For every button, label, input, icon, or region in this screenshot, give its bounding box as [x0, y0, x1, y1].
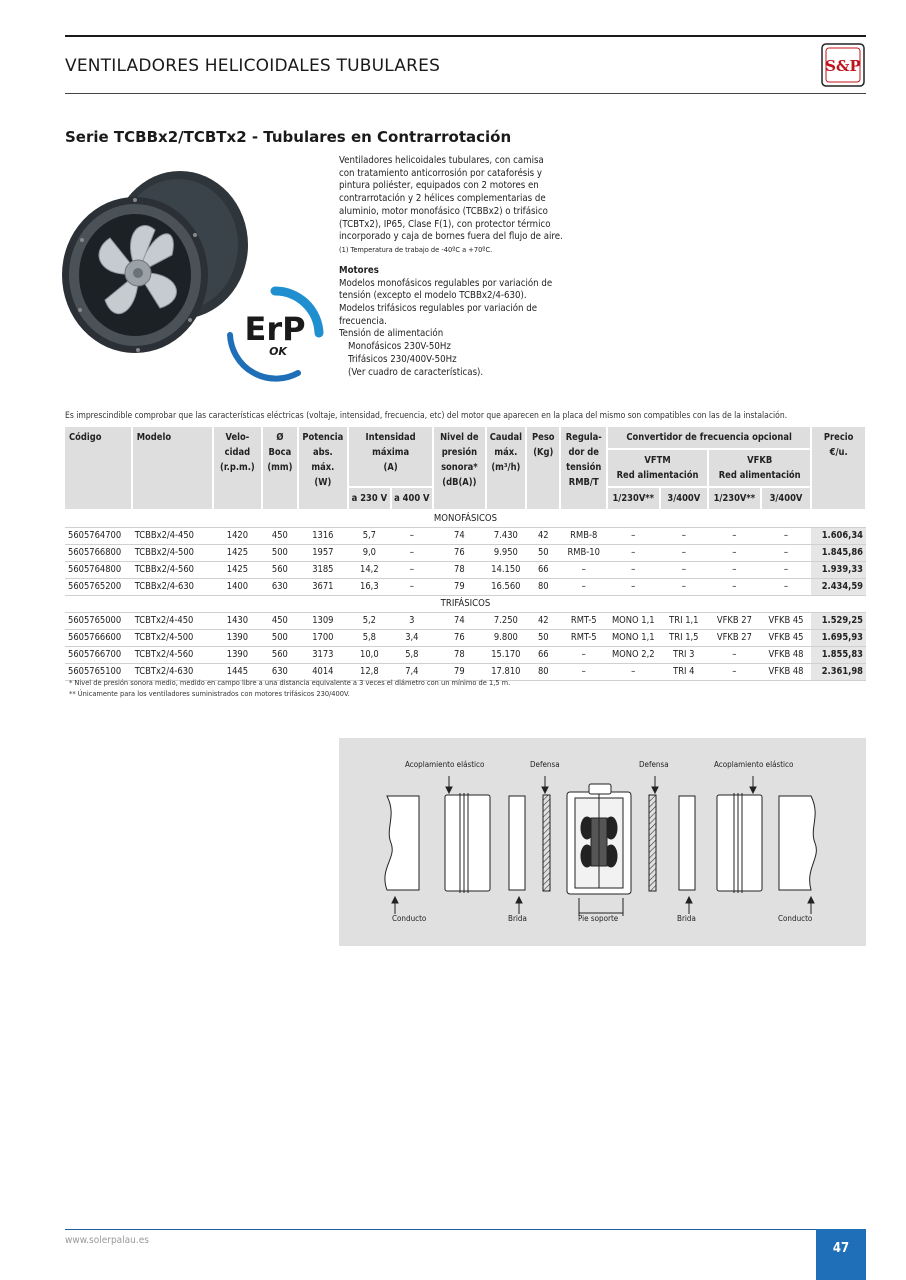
table-row [65, 647, 866, 664]
table-cell: 12,8 [348, 664, 390, 681]
table-cell: RMT-5 [560, 613, 607, 630]
price-cell: 1.845,86 [811, 545, 866, 562]
table-cell: 1390 [213, 647, 263, 664]
table-group-row [65, 510, 866, 528]
table-cell: 14,2 [348, 562, 390, 579]
table-cell: – [560, 664, 607, 681]
table-cell: 74 [433, 528, 486, 545]
price-cell: 1.606,34 [811, 528, 866, 545]
label-brida-right: Brida [677, 914, 696, 923]
table-cell: 7,4 [391, 664, 433, 681]
sp-logo-text: S&P [825, 57, 861, 75]
footer-rule [65, 1229, 866, 1230]
desc-line: pintura poliéster, equipados con 2 motores en [339, 180, 539, 192]
table-cell: 3671 [298, 579, 349, 596]
table-cell: 1957 [298, 545, 349, 562]
table-cell: 5605765200 [65, 579, 132, 596]
table-cell: 76 [433, 545, 486, 562]
erp-badge-main: ErP [244, 310, 306, 348]
col-vfkb: VFKB Red alimentación [708, 449, 811, 487]
table-cell: TRI 3 [660, 647, 709, 664]
price-cell: 1.529,25 [811, 613, 866, 630]
desc-line: contrarrotación y 2 hélices complementarias de [339, 193, 546, 205]
table-cell: TRI 1,1 [660, 613, 709, 630]
tension-line: (Ver cuadro de características). [348, 366, 484, 378]
table-cell: 4014 [298, 664, 349, 681]
table-group-label: TRIFÁSICOS [65, 596, 866, 613]
desc-footnote: (1) Temperatura de trabajo de -40ºC a +70ºC. [339, 244, 493, 254]
table-cell: 9,0 [348, 545, 390, 562]
acoplamiento-right-shape [717, 795, 762, 891]
header-rule [65, 93, 866, 94]
table-cell: TCBBx2/4-560 [132, 562, 213, 579]
table-cell: – [761, 528, 812, 545]
table-cell: 42 [526, 613, 560, 630]
table-cell: 1425 [213, 562, 263, 579]
table-cell: – [761, 545, 812, 562]
table-cell: – [660, 562, 709, 579]
table-cell: MONO 1,1 [607, 613, 660, 630]
table-cell: – [660, 528, 709, 545]
col-nivel: Nivel de presión sonora* (dB(A)) [433, 427, 486, 510]
table-cell: 1445 [213, 664, 263, 681]
table-cell: 74 [433, 613, 486, 630]
col-convertidor: Convertidor de frecuencia opcional [607, 427, 811, 449]
table-cell: – [391, 579, 433, 596]
table-cell: 76 [433, 630, 486, 647]
table-cell: 1390 [213, 630, 263, 647]
table-cell: 560 [262, 647, 297, 664]
table-cell: 5,2 [348, 613, 390, 630]
table-cell: 3 [391, 613, 433, 630]
top-rule [65, 35, 866, 37]
col-velocidad: Velo- cidad (r.p.m.) [213, 427, 263, 510]
table-cell: 50 [526, 630, 560, 647]
price-cell: 1.939,33 [811, 562, 866, 579]
col-peso: Peso (Kg) [526, 427, 560, 510]
price-cell: 2.361,98 [811, 664, 866, 681]
table-cell: – [761, 579, 812, 596]
table-cell: 3185 [298, 562, 349, 579]
table-cell: 80 [526, 579, 560, 596]
table-cell: 1700 [298, 630, 349, 647]
table-cell: 9.950 [486, 545, 526, 562]
table-cell: 15.170 [486, 647, 526, 664]
table-cell: TCBTx2/4-500 [132, 630, 213, 647]
table-cell: TCBBx2/4-450 [132, 528, 213, 545]
table-cell: RMB-10 [560, 545, 607, 562]
product-description [339, 155, 589, 379]
table-row [65, 562, 866, 579]
desc-line: incorporado y caja de bornes fuera del flujo de aire. [339, 231, 563, 243]
table-cell: TRI 4 [660, 664, 709, 681]
table-cell: 16,3 [348, 579, 390, 596]
table-cell: – [708, 647, 761, 664]
table-cell: 80 [526, 664, 560, 681]
table-cell: 9.800 [486, 630, 526, 647]
price-cell: 1.695,93 [811, 630, 866, 647]
motores-line: Modelos monofásicos regulables por variación de [339, 277, 553, 289]
table-cell: – [560, 647, 607, 664]
col-vfkb-3-400: 3/400V [761, 487, 812, 510]
price-cell: 2.434,59 [811, 579, 866, 596]
table-cell: VFKB 27 [708, 613, 761, 630]
table-cell: 3173 [298, 647, 349, 664]
table-cell: – [607, 545, 660, 562]
table-cell: TRI 1,5 [660, 630, 709, 647]
table-cell: – [708, 545, 761, 562]
table-row [65, 630, 866, 647]
table-cell: 5,7 [348, 528, 390, 545]
page-number: 47 [816, 1229, 866, 1280]
table-cell: – [660, 579, 709, 596]
spec-table [65, 427, 867, 681]
col-vfkb-1-230: 1/230V** [708, 487, 761, 510]
footer-url[interactable]: www.solerpalau.es [65, 1235, 149, 1246]
table-cell: – [607, 579, 660, 596]
label-defensa-right: Defensa [639, 760, 669, 769]
col-modelo: Modelo [132, 427, 213, 510]
table-cell: MONO 2,2 [607, 647, 660, 664]
table-cell: TCBTx2/4-450 [132, 613, 213, 630]
table-cell: 500 [262, 545, 297, 562]
tension-line: Trifásicos 230/400V-50Hz [348, 353, 457, 365]
price-cell: 1.855,83 [811, 647, 866, 664]
label-defensa-left: Defensa [530, 760, 560, 769]
tension-line: Monofásicos 230V-50Hz [348, 341, 451, 353]
table-cell: 79 [433, 579, 486, 596]
table-cell: 7.250 [486, 613, 526, 630]
table-cell: 14.150 [486, 562, 526, 579]
table-cell: 3,4 [391, 630, 433, 647]
table-cell: – [708, 562, 761, 579]
table-cell: 1309 [298, 613, 349, 630]
defensa-left-shape [543, 795, 550, 891]
table-cell: – [607, 562, 660, 579]
table-cell: TCBBx2/4-630 [132, 579, 213, 596]
erp-badge [220, 283, 330, 383]
table-cell: 79 [433, 664, 486, 681]
table-cell: 42 [526, 528, 560, 545]
table-cell: 10,0 [348, 647, 390, 664]
table-cell: 78 [433, 562, 486, 579]
col-vftm: VFTM Red alimentación [607, 449, 708, 487]
brida-right-shape [679, 796, 695, 890]
table-cell: – [761, 562, 812, 579]
table-cell: 5605765100 [65, 664, 132, 681]
desc-line: (TCBTx2), IP65, Clase F(1), con protector térmico [339, 218, 551, 230]
table-cell: – [607, 664, 660, 681]
col-boca: Ø Boca (mm) [262, 427, 297, 510]
col-vftm-1-230: 1/230V** [607, 487, 660, 510]
table-cell: MONO 1,1 [607, 630, 660, 647]
table-cell: 5,8 [348, 630, 390, 647]
table-cell: VFKB 27 [708, 630, 761, 647]
table-cell: 560 [262, 562, 297, 579]
page-header-title: VENTILADORES HELICOIDALES TUBULARES [65, 56, 441, 76]
col-caudal: Caudal máx. (m³/h) [486, 427, 526, 510]
motores-title: Motores [339, 264, 379, 276]
table-cell: TCBTx2/4-560 [132, 647, 213, 664]
label-acoplamiento-left: Acoplamiento elástico [405, 760, 485, 769]
table-cell: 5,8 [391, 647, 433, 664]
defensa-right-shape [649, 795, 656, 891]
electrical-note: Es imprescindible comprobar que las características eléctricas (voltaje, intensidad, frecuencia, etc) del motor que aparecen en la placa del mismo son compatibles con las de la instalación. [65, 411, 788, 421]
motores-line: tensión (excepto el modelo TCBBx2/4-630). [339, 290, 527, 302]
table-cell: 1425 [213, 545, 263, 562]
label-acoplamiento-right: Acoplamiento elástico [714, 760, 794, 769]
table-cell: 5605764800 [65, 562, 132, 579]
col-codigo: Código [65, 427, 132, 510]
table-cell: 500 [262, 630, 297, 647]
col-intensidad: Intensidad máxima (A) [348, 427, 433, 487]
table-cell: VFKB 48 [761, 664, 812, 681]
table-cell: 5605764700 [65, 528, 132, 545]
label-conducto-right: Conducto [778, 914, 813, 923]
series-title: Serie TCBBx2/TCBTx2 - Tubulares en Contrarrotación [65, 128, 512, 146]
col-regulador: Regula- dor de tensión RMB/T [560, 427, 607, 510]
table-cell: 5605765000 [65, 613, 132, 630]
table-cell: VFKB 45 [761, 613, 812, 630]
table-cell: – [560, 579, 607, 596]
table-group-row [65, 596, 866, 613]
table-cell: 66 [526, 562, 560, 579]
table-cell: VFKB 45 [761, 630, 812, 647]
table-cell: – [708, 664, 761, 681]
table-cell: TCBTx2/4-630 [132, 664, 213, 681]
desc-line: aluminio, motor monofásico (TCBBx2) o trifásico [339, 205, 548, 217]
table-cell: 5605766700 [65, 647, 132, 664]
table-cell: 450 [262, 528, 297, 545]
table-cell: 78 [433, 647, 486, 664]
table-cell: 450 [262, 613, 297, 630]
motores-line: Tensión de alimentación [339, 328, 444, 340]
table-cell: – [560, 562, 607, 579]
table-cell: 17.810 [486, 664, 526, 681]
motores-line: Modelos trifásicos regulables por variación de [339, 303, 538, 315]
footnote-nivel: * Nivel de presión sonora medio, medido en campo libre a una distancia equivalente a 3 veces el diámetro con un mínimo de 1,5 m. [69, 678, 511, 687]
label-pie-soporte: Pie soporte [578, 914, 619, 923]
table-cell: 630 [262, 664, 297, 681]
motores-line: frecuencia. [339, 315, 387, 327]
table-cell: 1316 [298, 528, 349, 545]
table-cell: 5605766600 [65, 630, 132, 647]
table-cell: – [708, 579, 761, 596]
col-potencia: Potencia abs. máx. (W) [298, 427, 349, 510]
footnote-trifasicos: ** Únicamente para los ventiladores suministrados con motores trifásicos 230/400V. [69, 689, 350, 698]
table-cell: 7.430 [486, 528, 526, 545]
table-row [65, 579, 866, 596]
table-cell: 16.560 [486, 579, 526, 596]
table-cell: TCBBx2/4-500 [132, 545, 213, 562]
table-group-label: MONOFÁSICOS [65, 510, 866, 528]
col-int-400: a 400 V [391, 487, 433, 510]
brida-left-shape [509, 796, 525, 890]
table-cell: – [607, 528, 660, 545]
conducto-left-shape [385, 796, 419, 890]
table-cell: 1430 [213, 613, 263, 630]
label-conducto-left: Conducto [392, 914, 427, 923]
table-cell: RMB-8 [560, 528, 607, 545]
table-cell: – [708, 528, 761, 545]
label-brida-left: Brida [508, 914, 527, 923]
desc-line: Ventiladores helicoidales tubulares, con camisa [339, 155, 544, 166]
col-precio: Precio €/u. [811, 427, 866, 510]
table-row [65, 528, 866, 545]
table-cell: 50 [526, 545, 560, 562]
table-cell: – [660, 545, 709, 562]
col-vftm-3-400: 3/400V [660, 487, 709, 510]
table-cell: 1400 [213, 579, 263, 596]
conducto-right-shape [779, 796, 816, 890]
table-row [65, 613, 866, 630]
assembly-diagram [339, 738, 866, 946]
table-cell: 5605766800 [65, 545, 132, 562]
table-cell: VFKB 48 [761, 647, 812, 664]
desc-line: con tratamiento anticorrosión por cataforésis y [339, 167, 543, 179]
erp-badge-sub: OK [269, 345, 287, 358]
table-row [65, 545, 866, 562]
table-cell: – [391, 562, 433, 579]
table-cell: 66 [526, 647, 560, 664]
col-int-230: a 230 V [348, 487, 390, 510]
table-cell: – [391, 528, 433, 545]
table-cell: – [391, 545, 433, 562]
table-cell: 630 [262, 579, 297, 596]
sp-logo [821, 43, 865, 87]
table-cell: 1420 [213, 528, 263, 545]
table-cell: RMT-5 [560, 630, 607, 647]
